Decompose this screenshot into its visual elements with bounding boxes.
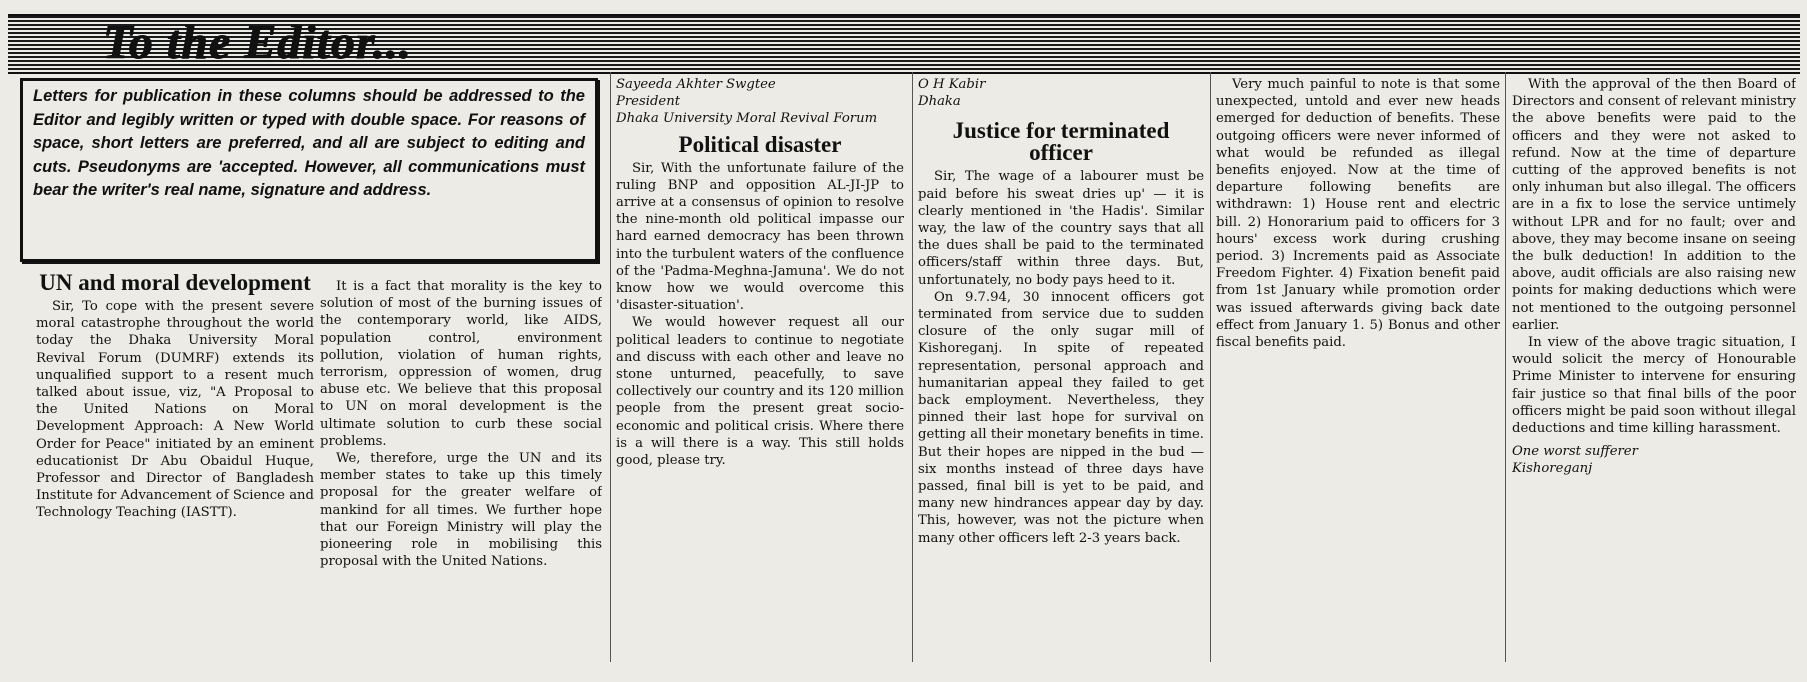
letter-un-col2 — [320, 278, 602, 668]
signature-name: Sayeeda Akhter Swgtee — [616, 77, 776, 92]
letter-paragraph: Sir, With the unfortunate failure of the ruling BNP and opposition AL-JI-JP to arrive at a consensus of opinion to resolve the nine-month old political impasse our hard earned democracy has been thrown into the turbulent waters of the confluence of the 'Padma-Meghna-Jamuna'. We do not know how we would overcome this 'disaster-situation'. — [616, 160, 904, 314]
letter-paragraph: Very much painful to note is that some unexpected, untold and ever new heads emerged for deduction of benefits. These outgoing officers were never informed of what would be refunded as illegal benefits enjoyed. Now at the time of departure following benefits are withdrawn: 1) House rent and electric bill. 2) Honorarium paid to officers for 3 hours' excess work during crushing period. 3) Increments paid as Associate Freedom Fighter. 4) Fixation benefit paid from 1st January while promotion order was issued afterwards giving back date effect from January 1. 5) Bonus and other fiscal benefits paid. — [1216, 77, 1500, 351]
signature-name: One worst sufferer — [1512, 444, 1638, 460]
signature-title: President — [616, 94, 681, 110]
signature-place: Kishoreganj — [1512, 461, 1593, 477]
letter-paragraph: With the approval of the then Board of Directors and consent of relevant ministry the above benefits were paid to the officers and they were not asked to refund. Now at the time of departure cutting of the approved benefits is not only inhuman but also illegal. The officers are in a fix to lose the service untimely without LPR and for no fault; over and above, they may become insane on seeing the bulk deduction! In addition to the above, audit officials are also raising new points for making deductions which were not mentioned to the outgoing personnel earlier. — [1512, 77, 1796, 333]
editor-notice-box: Letters for publication in these columns should be addressed to the Editor and legibly written or typed with double space. For reasons of space, short letters are preferred, and all are subject to editing and cuts. Pseudonyms are 'accepted. However, all communications must bear the writer's real name, signature and address. — [20, 78, 598, 262]
letter-paragraph: We would however request all our political leaders to continue to negotiate and discuss with each other and leave no stone unturned, peacefully, to save collectively our country and its 120 million people from the present great socio-economic and political crisis. Where there is a will there is a way. This still holds good, please try. — [616, 315, 904, 469]
letter-justice-col3 — [1512, 76, 1796, 668]
letter-headline-political: Political disaster — [678, 131, 842, 157]
section-banner — [8, 14, 1800, 74]
letter-political-col — [616, 76, 904, 668]
letter-paragraph: We, therefore, urge the UN and its member states to take up this timely proposal for the greater welfare of mankind for all times. We further hope that our Foreign Ministry will play the pioneering role in mobilising this proposal with the United Nations. — [320, 451, 602, 570]
letter-paragraph: In view of the above tragic situation, I would solicit the mercy of Honourable Prime Minister to intervene for ensuring fair justice so that final bills of the poor officers might be paid soon without illegal deductions and time killing harassment. — [1512, 335, 1796, 437]
letter-justice-col2 — [1216, 76, 1500, 668]
column-rule — [1210, 72, 1211, 662]
letter-paragraph: It is a fact that morality is the key to solution of most of the burning issues of the contemporary world, like AIDS, population control, environment pollution, violation of human rights, terrorism, oppression of women, drug abuse etc. We believe that this proposal to UN on moral development is the ultimate solution to curb these social problems. — [320, 279, 602, 449]
signature-org: Dhaka University Moral Revival Forum — [616, 111, 878, 127]
letter-paragraph: On 9.7.94, 30 innocent officers got terminated from service due to sudden closure of the only sugar mill of Kishoreganj. In spite of repeated representation, personal approach and humanitarian appeal they failed to get back employment. Nevertheless, they pinned their last hope for survival on getting all their monetary benefits in time. But their hopes are nipped in the bud — six months instead of three days have passed, final bill is yet to be paid, and many new hindrances appear day by day. This, however, was not the picture when many other officers left 2-3 years back. — [918, 289, 1204, 546]
letter-paragraph: Sir, The wage of a labourer must be paid before his sweat dries up' — it is clearly mentioned in 'the Hadis'. Similar way, the law of the country says that all the dues shall be paid to the terminated officers/staff within three days. But, unfortunately, no body pays heed to it. — [918, 169, 1204, 288]
column-rule — [912, 72, 913, 662]
signature-place: Dhaka — [918, 94, 961, 110]
letter-justice-col1 — [918, 76, 1204, 668]
letter-headline-justice: Justice for terminated officer — [952, 118, 1170, 166]
letter-un-col1 — [36, 272, 314, 667]
section-title: To the Editor... — [103, 16, 412, 69]
column-rule — [610, 72, 611, 662]
letter-headline-un: UN and moral development — [39, 272, 311, 295]
column-rule — [1505, 72, 1506, 662]
signature-name: O H Kabir — [918, 77, 986, 92]
letter-paragraph: Sir, To cope with the present severe moral catastrophe throughout the world today the Dhaka University Moral Revival Forum (DUMRF) extends its unqualified support to a resent much talked about issue, viz, "A Proposal to the United Nations on Moral Development Approach: A New World Order for Peace" initiated by an eminent educationist Dr Abu Obaidul Huque, Professor and Director of Bangladesh Institute for Advancement of Science and Technology Teaching (IASTT). — [36, 299, 314, 521]
